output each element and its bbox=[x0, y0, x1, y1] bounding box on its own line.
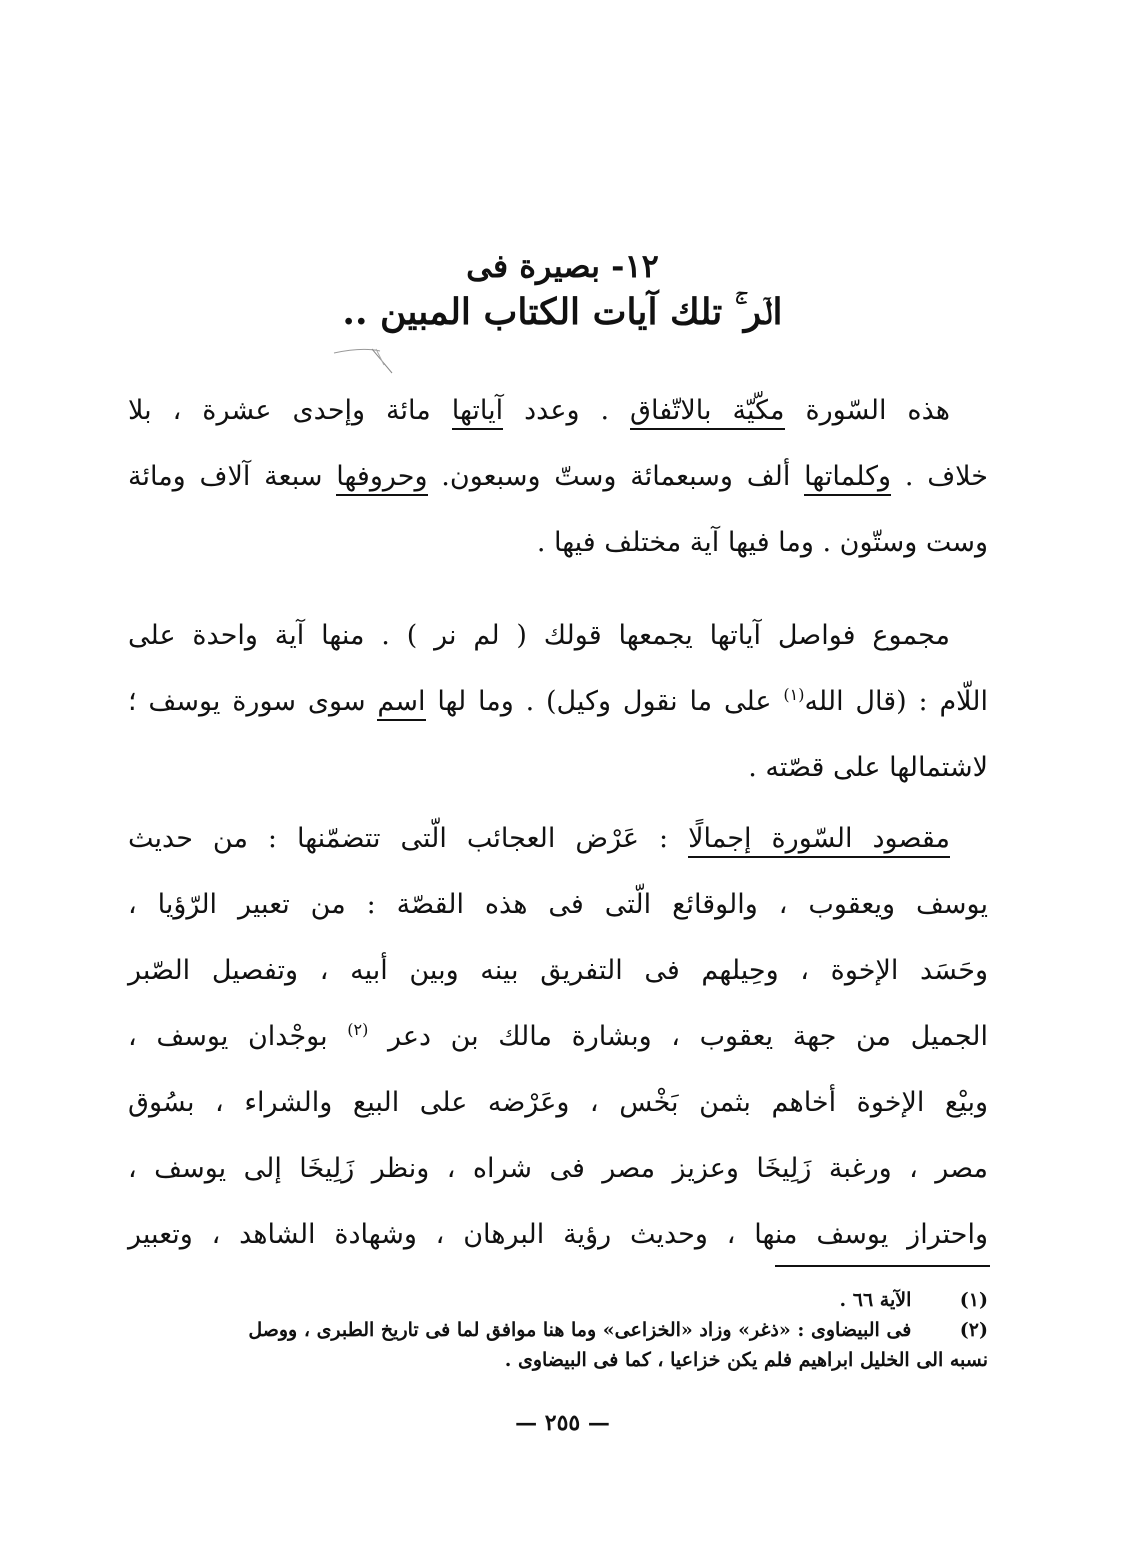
text-run: هذه السّورة bbox=[784, 395, 950, 426]
paragraph-purpose bbox=[128, 806, 988, 1268]
text-run: على ما نقول وكيل) . وما لها bbox=[425, 686, 784, 717]
text-run: لاشتمالها على قصّته . bbox=[748, 752, 988, 783]
footnote-separator bbox=[775, 1265, 990, 1267]
underlined-term: مكّيّة بالاتّفاق bbox=[630, 395, 784, 430]
text-run: وبيْع الإخوة أخاهم بثمن بَخْس ، وعَرْضه على البيع والشراء ، بسُوق bbox=[128, 1087, 988, 1118]
text-line bbox=[128, 735, 988, 801]
chapter-number-heading: ١٢- بصيرة فى bbox=[466, 247, 659, 285]
text-line bbox=[128, 1070, 988, 1136]
text-run: خلاف . bbox=[891, 461, 988, 492]
underlined-term: اسم bbox=[377, 686, 425, 721]
text-line bbox=[128, 669, 988, 735]
text-line bbox=[128, 1004, 988, 1070]
text-run: : عَرْض العجائب الّتى تتضمّنها : من حديث bbox=[128, 823, 689, 854]
text-line bbox=[128, 938, 988, 1004]
text-line bbox=[128, 1202, 988, 1268]
text-line bbox=[128, 378, 988, 444]
text-line bbox=[128, 872, 988, 938]
footnote-text: نسبه الى الخليل ابراهيم فلم يكن خزاعيا ، كما فى البيضاوى . bbox=[504, 1349, 988, 1371]
text-run: مجموع فواصل آياتها يجمعها قولك ( لم نر ) . منها آية واحدة على bbox=[128, 620, 950, 651]
text-line bbox=[128, 510, 988, 576]
chapter-title-heading: الۤر ۚ تلك آيات الكتاب المبين .. bbox=[342, 291, 783, 333]
footnote-text: الآية ٦٦ . bbox=[839, 1289, 912, 1311]
text-run: الجميل من جهة يعقوب ، وبشارة مالك بن دعر bbox=[368, 1021, 988, 1052]
text-run: . وعدد bbox=[503, 395, 631, 426]
text-line bbox=[128, 1136, 988, 1202]
text-run: مائة وإحدى عشرة ، بلا bbox=[128, 395, 452, 426]
text-line bbox=[128, 444, 988, 510]
underlined-term: مقصود السّورة إجمالًا bbox=[688, 823, 950, 858]
text-run: بوجْدان يوسف ، bbox=[128, 1021, 348, 1052]
text-line bbox=[128, 603, 988, 669]
scan-smudge-mark bbox=[332, 345, 402, 375]
footnote-text: فى البيضاوى : «ذغر» وزاد «الخزاعى» وما هنا موافق لما فى تاريخ الطبرى ، ووصل bbox=[248, 1319, 912, 1341]
page-number: — ٢٥٥ — bbox=[515, 1410, 610, 1436]
text-run: واحتراز يوسف منها ، وحديث رؤية البرهان ، وشهادة الشاهد ، وتعبير bbox=[128, 1219, 988, 1250]
text-run: ألف وسبعمائة وستّ وسبعون. bbox=[427, 461, 805, 492]
text-run: اللّام : (قال الله bbox=[804, 686, 989, 717]
text-run: وحَسَد الإخوة ، وحِيلهم فى التفريق بينه وبين أبيه ، وتفصيل الصّبر bbox=[128, 955, 988, 986]
underlined-term: آياتها bbox=[452, 395, 503, 430]
footnotes bbox=[128, 1285, 988, 1375]
text-run: يوسف ويعقوب ، والوقائع الّتى فى هذه القصّة : من تعبير الرّؤيا ، bbox=[128, 889, 988, 920]
paragraph-counts bbox=[128, 378, 988, 576]
text-run: سبعة آلاف ومائة bbox=[128, 461, 337, 492]
footnote-number: (٢) bbox=[959, 1319, 988, 1341]
footnote-1 bbox=[128, 1285, 988, 1315]
footnote-2 bbox=[128, 1315, 988, 1345]
text-run: وست وستّون . وما فيها آية مختلف فيها . bbox=[536, 527, 988, 558]
footnote-number: (١) bbox=[959, 1289, 988, 1311]
text-line bbox=[128, 806, 988, 872]
paragraph-verse-endings bbox=[128, 603, 988, 801]
footnote-reference: (١) bbox=[783, 685, 805, 704]
underlined-term: وكلماتها bbox=[804, 461, 891, 496]
text-run: مصر ، ورغبة زَلِيخَا وعزيز مصر فى شراه ، ونظر زَلِيخَا إلى يوسف ، bbox=[128, 1153, 988, 1184]
footnote-reference: (٢) bbox=[347, 1020, 369, 1039]
footnote-2-continuation bbox=[128, 1345, 988, 1375]
underlined-term: وحروفها bbox=[336, 461, 427, 496]
text-run: سوى سورة يوسف ؛ bbox=[128, 686, 378, 717]
